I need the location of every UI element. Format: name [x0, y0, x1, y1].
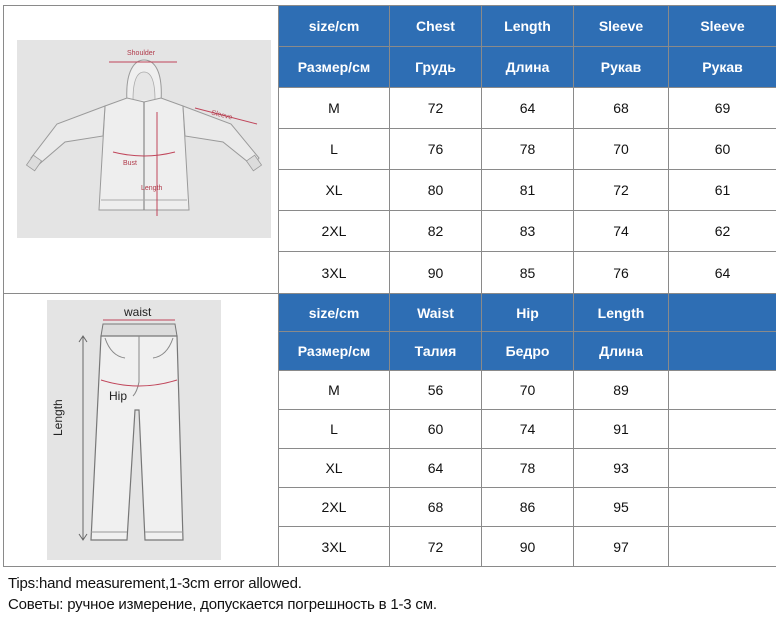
- empty-cell: [669, 410, 776, 449]
- empty-cell: [669, 527, 776, 567]
- size-cell: M: [279, 88, 390, 129]
- size-cell: XL: [279, 449, 390, 488]
- pants-diagram: [47, 300, 221, 560]
- value-cell: 86: [482, 488, 574, 527]
- header-cell: Бедро: [482, 332, 574, 371]
- table-row: [279, 527, 776, 567]
- value-cell: 78: [482, 129, 574, 170]
- table-row: [279, 211, 776, 252]
- value-cell: 90: [482, 527, 574, 567]
- value-cell: 62: [669, 211, 776, 252]
- value-cell: 56: [390, 371, 482, 410]
- value-cell: 68: [390, 488, 482, 527]
- value-cell: 93: [574, 449, 669, 488]
- value-cell: 68: [574, 88, 669, 129]
- table-row: [279, 410, 776, 449]
- value-cell: 61: [669, 170, 776, 211]
- jacket-header-ru-row: [279, 47, 776, 88]
- header-cell: Размер/см: [279, 47, 390, 88]
- shoulder-label: Shoulder: [127, 50, 156, 57]
- value-cell: 89: [574, 371, 669, 410]
- value-cell: 82: [390, 211, 482, 252]
- value-cell: 69: [669, 88, 776, 129]
- header-cell: Sleeve: [574, 6, 669, 47]
- header-cell: Waist: [390, 294, 482, 332]
- header-cell: Hip: [482, 294, 574, 332]
- value-cell: 64: [482, 88, 574, 129]
- value-cell: 78: [482, 449, 574, 488]
- sleeve-label: Sleeve: [210, 109, 233, 122]
- header-cell: size/cm: [279, 6, 390, 47]
- value-cell: 64: [390, 449, 482, 488]
- table-row: [279, 371, 776, 410]
- waist-label: waist: [124, 305, 152, 319]
- header-cell: [669, 294, 776, 332]
- header-cell: Length: [574, 294, 669, 332]
- size-cell: 2XL: [279, 211, 390, 252]
- value-cell: 80: [390, 170, 482, 211]
- value-cell: 90: [390, 252, 482, 294]
- header-cell: Sleeve: [669, 6, 776, 47]
- value-cell: 95: [574, 488, 669, 527]
- value-cell: 64: [669, 252, 776, 294]
- value-cell: 70: [574, 129, 669, 170]
- value-cell: 72: [390, 88, 482, 129]
- bust-label: Bust: [123, 160, 138, 167]
- header-cell: Length: [482, 6, 574, 47]
- pants-illustration: [47, 300, 221, 560]
- table-row: [279, 449, 776, 488]
- value-cell: 70: [482, 371, 574, 410]
- pants-length-label: Length: [51, 399, 65, 436]
- size-cell: L: [279, 410, 390, 449]
- header-cell: Грудь: [390, 47, 482, 88]
- value-cell: 60: [669, 129, 776, 170]
- header-cell: Рукав: [574, 47, 669, 88]
- pants-size-table: [278, 293, 776, 567]
- pants-header-en-row: [279, 294, 776, 332]
- header-cell: Рукав: [669, 47, 776, 88]
- table-row: [279, 88, 776, 129]
- value-cell: 81: [482, 170, 574, 211]
- header-cell: Размер/см: [279, 332, 390, 371]
- empty-cell: [669, 488, 776, 527]
- size-cell: 3XL: [279, 252, 390, 294]
- size-cell: 3XL: [279, 527, 390, 567]
- hip-label: Hip: [109, 389, 128, 403]
- pants-header-ru-row: [279, 332, 776, 371]
- header-cell: Длина: [574, 332, 669, 371]
- value-cell: 91: [574, 410, 669, 449]
- value-cell: 76: [390, 129, 482, 170]
- tips-english: Tips:hand measurement,1-3cm error allowed.: [8, 575, 302, 592]
- value-cell: 72: [574, 170, 669, 211]
- tips-russian: Советы: ручное измерение, допускается погрешность в 1-3 см.: [8, 596, 437, 613]
- size-cell: M: [279, 371, 390, 410]
- header-cell: size/cm: [279, 294, 390, 332]
- value-cell: 60: [390, 410, 482, 449]
- value-cell: 83: [482, 211, 574, 252]
- empty-cell: [669, 371, 776, 410]
- size-cell: 2XL: [279, 488, 390, 527]
- table-row: [279, 129, 776, 170]
- jacket-illustration: [17, 40, 271, 238]
- value-cell: 76: [574, 252, 669, 294]
- size-cell: L: [279, 129, 390, 170]
- header-cell: Chest: [390, 6, 482, 47]
- size-cell: XL: [279, 170, 390, 211]
- jacket-header-en-row: [279, 6, 776, 47]
- value-cell: 97: [574, 527, 669, 567]
- header-cell: Длина: [482, 47, 574, 88]
- jacket-diagram: [17, 40, 271, 238]
- header-cell: Талия: [390, 332, 482, 371]
- value-cell: 74: [482, 410, 574, 449]
- value-cell: 74: [574, 211, 669, 252]
- value-cell: 85: [482, 252, 574, 294]
- header-cell: [669, 332, 776, 371]
- jacket-size-table: [278, 5, 776, 294]
- table-row: [279, 488, 776, 527]
- table-row: [279, 170, 776, 211]
- empty-cell: [669, 449, 776, 488]
- table-row: [279, 252, 776, 294]
- length-label: Length: [141, 185, 163, 192]
- value-cell: 72: [390, 527, 482, 567]
